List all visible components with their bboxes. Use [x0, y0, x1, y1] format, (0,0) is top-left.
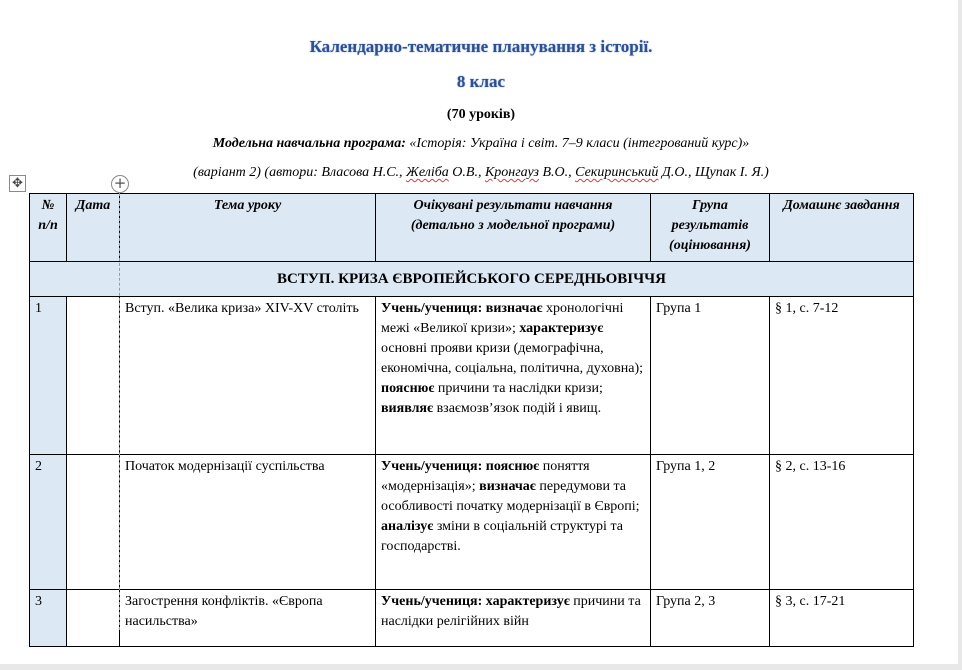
row-group: Група 2, 3 [651, 590, 770, 647]
row-date[interactable] [67, 455, 120, 590]
author-zheliba: Желіба [406, 165, 449, 180]
lessons-count: (70 уроків) [446, 107, 516, 122]
lesson-plan-table [29, 193, 914, 647]
row-date[interactable] [67, 297, 120, 455]
authors-line [0, 165, 962, 181]
move-arrows-icon[interactable]: ✥ [9, 175, 26, 192]
row-group: Група 1, 2 [651, 455, 770, 590]
column-boundary-marker[interactable] [119, 193, 121, 630]
row-num: 3 [30, 590, 67, 647]
row-topic: Початок модернізації суспільства [120, 455, 376, 590]
row-homework: § 2, с. 13-16 [770, 455, 914, 590]
row-homework: § 1, с. 7-12 [770, 297, 914, 455]
col-header-group: Група результатів (оцінювання) [651, 194, 770, 262]
section-row [30, 262, 914, 297]
col-header-topic: Тема уроку [120, 194, 376, 262]
col-header-homework: Домашнє завдання [770, 194, 914, 262]
row-outcomes: Учень/учениця: характеризує причини та наслідки релігійних війн [376, 590, 651, 647]
author-rest: Д.О., Щупак І. Я.) [658, 165, 769, 180]
section-title: ВСТУП. КРИЗА ЄВРОПЕЙСЬКОГО СЕРЕДНЬОВІЧЧЯ [30, 262, 914, 297]
program-label: Модельна навчальна програма: [212, 136, 406, 151]
author-kronhauz-rest: В.О., [538, 165, 576, 180]
col-header-outcomes: Очікувані результати навчання (детально з модельної програми) [376, 194, 651, 262]
row-topic: Вступ. «Велика криза» XIV-XV століть [120, 297, 376, 455]
program-text: «Історія: Україна і світ. 7–9 класи (інтегрований курс)» [405, 136, 750, 151]
table-header-row [30, 194, 914, 262]
row-topic: Загострення конфліктів. «Європа насильства» [120, 590, 376, 647]
author-kronhauz: Кронгауз [484, 165, 539, 180]
variant-prefix: (варіант 2) (автори: Власова Н.С., [193, 165, 407, 180]
row-homework: § 3, с. 17-21 [770, 590, 914, 647]
row-num: 2 [30, 455, 67, 590]
grade-title: 8 клас [456, 72, 506, 91]
row-group: Група 1 [651, 297, 770, 455]
row-outcomes: Учень/учениця: пояснює поняття «модернізація»; визначає передумови та особливості початку модернізації в Європі; аналізує зміни в соціальній структурі та господарстві. [376, 455, 651, 590]
author-sekyrynskyi: Секиринський [575, 165, 659, 180]
table-row [30, 590, 914, 647]
table-row [30, 297, 914, 455]
plus-circle-icon[interactable]: + [111, 175, 129, 193]
program-line [0, 136, 962, 152]
document-title: Календарно-тематичне планування з історії. [309, 37, 653, 56]
col-header-num: № п/п [30, 194, 67, 262]
table-row [30, 455, 914, 590]
row-outcomes: Учень/учениця: визначає хронологічні межі «Великої кризи»; характеризує основні прояви кризи (демографічна, економічна, соціальна, політична, духовна); пояснює причини та наслідки кризи; виявляє взаємозв’язок подій і явищ. [376, 297, 651, 455]
col-header-date: Дата [67, 194, 120, 262]
row-date[interactable] [67, 590, 120, 647]
author-zheliba-rest: О.В., [448, 165, 485, 180]
row-num: 1 [30, 297, 67, 455]
